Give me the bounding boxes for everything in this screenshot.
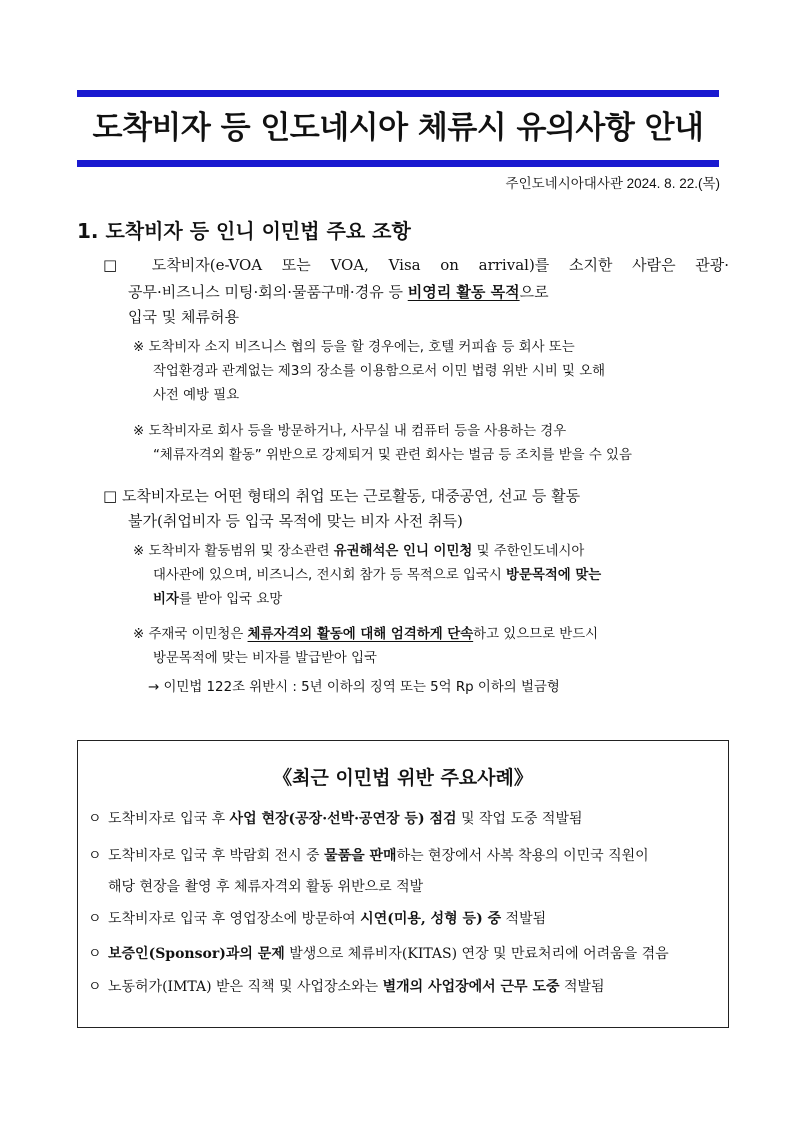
case-item-2-cont: 해당 현장을 촬영 후 체류자격외 활동 위반으로 적발 <box>108 879 424 895</box>
item2-line1: □ 도착비자로는 어떤 형태의 취업 또는 근로활동, 대중공연, 선교 등 활동 <box>103 487 581 505</box>
item2-note1-line3-bold: 비자 <box>153 592 179 607</box>
item1-note1-line3: 사전 예방 필요 <box>153 388 240 403</box>
case5-bold: 별개의 사업장에서 근무 도중 <box>382 979 560 995</box>
item2-note2-emphasis: 체류자격외 활동에 대해 엄격하게 단속 <box>247 627 474 642</box>
case-item-5 <box>88 977 605 997</box>
item2-note1-text: ※ 도착비자 활동범위 및 장소관련 <box>133 544 334 559</box>
page-title: 도착비자 등 인도네시아 체류시 유의사항 안내 <box>92 110 704 146</box>
bullet: ㅇ <box>88 811 102 827</box>
section-heading: 1. 도착비자 등 인니 이민법 주요 조항 <box>77 219 411 243</box>
issuer-date: 주인도네시아대사관 2024. 8. 22.(목) <box>505 176 720 191</box>
case3-text: 도착비자로 입국 후 영업장소에 방문하여 <box>108 911 361 927</box>
item1-line3: 입국 및 체류허용 <box>128 308 239 326</box>
title-top-bar <box>77 90 719 97</box>
item2-note1-line3-text: 를 받아 입국 요망 <box>178 592 283 607</box>
item2-note2-line2: 방문목적에 맞는 비자를 발급받아 입국 <box>153 651 377 666</box>
case1-bold: 사업 현장(공장·선박·공연장 등) 점검 <box>229 811 457 827</box>
item1-line2-text: 공무·비즈니스 미팅·회의·물품구매·경유 등 <box>128 283 408 301</box>
title-bottom-bar <box>77 160 719 167</box>
item1-note2-line2: “체류자격외 활동” 위반으로 강제퇴거 및 관련 회사는 벌금 등 조치를 받을 수 있음 <box>153 448 632 463</box>
case2-bold: 물품을 판매 <box>324 848 397 864</box>
item1-line2-tail: 으로 <box>519 283 549 301</box>
item2-note2-text: ※ 주재국 이민청은 <box>133 627 248 642</box>
item2-note1-bold: 유권해석은 인니 이민청 <box>333 544 473 559</box>
case-item-3 <box>88 909 546 929</box>
item1-emphasis: 비영리 활동 목적 <box>407 283 520 301</box>
bullet: ㅇ <box>88 848 102 864</box>
item2-line2: 불가(취업비자 등 입국 목적에 맞는 비자 사전 취득) <box>128 512 463 530</box>
item2-note1-line2 <box>153 566 601 586</box>
item1-line1: □ 도착비자(e-VOA 또는 VOA, Visa on arrival)를 소지한 사람은 관광· <box>103 256 729 274</box>
item2-note1-line3 <box>153 590 282 610</box>
item2-note1-tail: 및 주한인도네시아 <box>472 544 585 559</box>
cases-title: 《최근 이민법 위반 주요사례》 <box>273 767 533 789</box>
case4-bold: 보증인(Sponsor)과의 문제 <box>108 946 285 962</box>
item2-note2-line1 <box>133 625 598 645</box>
case3-bold: 시연(미용, 성형 등) 중 <box>360 911 502 927</box>
bullet: ㅇ <box>88 946 102 962</box>
item2-note1-line2-bold: 방문목적에 맞는 <box>506 568 602 583</box>
case1-tail: 및 작업 도중 적발됨 <box>456 811 583 827</box>
bullet: ㅇ <box>88 911 102 927</box>
case2-text: 도착비자로 입국 후 박람회 전시 중 <box>108 848 325 864</box>
item1-note2-line1: ※ 도착비자로 회사 등을 방문하거나, 사무실 내 컴퓨터 등을 사용하는 경우 <box>133 424 567 439</box>
case4-text: 발생으로 체류비자(KITAS) 연장 및 만료처리에 어려움을 겪음 <box>284 946 669 962</box>
case3-tail: 적발됨 <box>501 911 547 927</box>
case-item-4 <box>88 944 669 964</box>
case-item-2 <box>88 846 649 866</box>
case2-tail: 하는 현장에서 사복 착용의 이민국 직원이 <box>396 848 649 864</box>
case5-tail: 적발됨 <box>559 979 605 995</box>
case1-text: 도착비자로 입국 후 <box>108 811 230 827</box>
item2-note1-line1 <box>133 542 584 562</box>
item1-note1-line1: ※ 도착비자 소지 비즈니스 협의 등을 할 경우에는, 호텔 커피숍 등 회사 또는 <box>133 340 575 355</box>
case5-text: 노동허가(IMTA) 받은 직책 및 사업장소와는 <box>108 979 383 995</box>
cases-box <box>77 740 729 1028</box>
item1-note1-line2: 작업환경과 관계없는 제3의 장소를 이용함으로서 이민 법령 위반 시비 및 오해 <box>153 364 606 379</box>
item2-note2-tail: 하고 있으므로 반드시 <box>473 627 599 642</box>
case-item-1 <box>88 809 583 829</box>
item1-line2 <box>128 282 549 302</box>
item2-note1-line2-text: 대사관에 있으며, 비즈니스, 전시회 참가 등 목적으로 입국시 <box>153 568 507 583</box>
penalty-line: → 이민법 122조 위반시 : 5년 이하의 징역 또는 5억 Rp 이하의 벌금형 <box>148 680 560 695</box>
bullet: ㅇ <box>88 979 102 995</box>
